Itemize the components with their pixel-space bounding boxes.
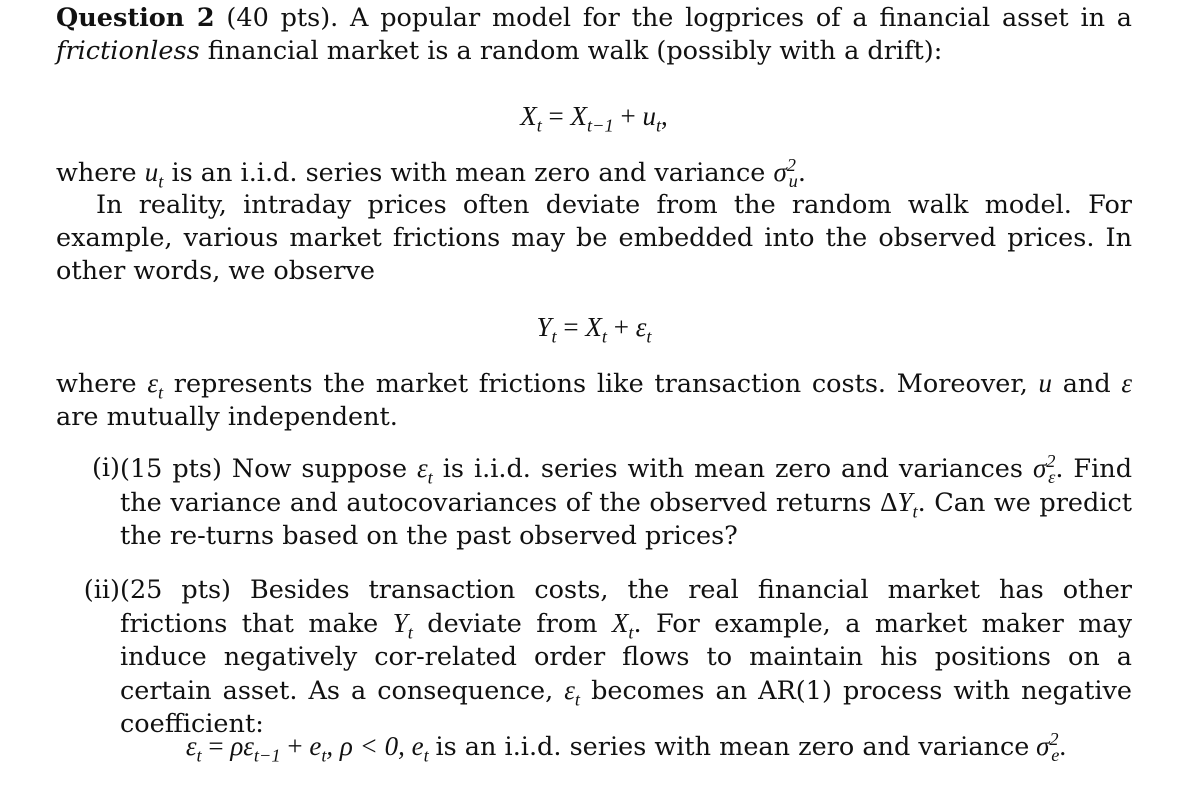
equation-observed xyxy=(56,311,1132,347)
part-i-delta: Δ xyxy=(880,487,898,517)
eq1-lhs-sub: t xyxy=(536,115,542,136)
part-ii-Y: Y xyxy=(392,608,408,638)
eq2-term2: ε xyxy=(635,312,647,342)
eq3-plus: + xyxy=(287,731,303,761)
part-ii-text4: becomes an AR(1) process with negative coefficient: xyxy=(120,676,1133,739)
question-intro-end: financial market is a random walk (possibly with a drift): xyxy=(207,36,943,66)
part-i-sigma: σ xyxy=(1032,453,1047,483)
equation-random-walk xyxy=(56,100,1132,136)
part-i-eps: ε xyxy=(417,453,428,483)
question-heading: Question 2 xyxy=(56,3,215,33)
where1-sigma-sub: u xyxy=(788,171,798,192)
eq3-lhs: ε xyxy=(185,731,197,761)
part-i-Y: Y xyxy=(897,487,913,517)
where1-var: u xyxy=(144,157,159,187)
eq3-e: e xyxy=(309,731,322,761)
eq3-end: . xyxy=(1059,731,1067,761)
where2-var: ε xyxy=(147,368,158,398)
part-i-eps-sub: t xyxy=(427,467,433,488)
where1-end: . xyxy=(797,158,806,188)
eq1-trail: , xyxy=(661,101,668,131)
eq3-rho-sub: t−1 xyxy=(253,745,281,766)
part-ii-X: X xyxy=(611,608,629,638)
eq2-equals: = xyxy=(563,312,579,342)
eq3-cond1: , ρ < 0, xyxy=(326,731,412,761)
part-i-pts: (15 pts) Now suppose xyxy=(120,454,408,484)
where2-eps: ε xyxy=(1121,368,1133,398)
eq1-equals: = xyxy=(548,101,564,131)
eq3-equals: = xyxy=(208,731,224,761)
part-i-Y-sub: t xyxy=(912,501,918,522)
question-intro-text: A popular model for the logprices of a financial asset in a xyxy=(350,3,1132,33)
eq3-sigma-sub: e xyxy=(1051,745,1060,766)
part-i-text1: is i.i.d. series with mean zero and variances xyxy=(442,454,1023,484)
equation-ar1 xyxy=(120,730,1132,764)
where1-text: is an i.i.d. series with mean zero and variance xyxy=(171,158,766,188)
where-eps-paragraph xyxy=(56,367,1132,434)
part-ii-Y-sub: t xyxy=(407,622,413,643)
part-ii-X-sub: t xyxy=(628,622,634,643)
part-ii-label: (ii) xyxy=(83,575,120,605)
where2-u: u xyxy=(1038,368,1053,398)
eq3-lhs-sub: t xyxy=(196,745,202,766)
where2-var-sub: t xyxy=(157,382,164,403)
where2-text1: represents the market frictions like transaction costs. Moreover, xyxy=(173,369,1028,399)
eq3-e2: e xyxy=(411,731,424,761)
eq2-term1-sub: t xyxy=(601,326,607,347)
eq1-term2-sub: t xyxy=(655,115,662,136)
eq1-plus: + xyxy=(620,101,636,131)
eq2-plus: + xyxy=(613,312,629,342)
eq1-lhs: X xyxy=(520,101,537,131)
question-points: (40 pts). xyxy=(226,3,339,33)
part-ii-eps-sub: t xyxy=(574,689,581,710)
part-i-label: (i) xyxy=(91,453,120,483)
part-ii-eps: ε xyxy=(564,675,575,705)
where2-and: and xyxy=(1062,369,1111,399)
where1-sigma-sup: 2 xyxy=(786,155,796,175)
part-ii-text1: (25 pts) Besides transaction costs, the real financial market has other frictions that make xyxy=(120,575,1132,639)
eq2-term2-sub: t xyxy=(646,326,652,347)
eq3-text: is an i.i.d. series with mean zero and variance xyxy=(435,732,1030,762)
eq1-term1: X xyxy=(570,101,588,131)
eq2-term1: X xyxy=(585,312,602,342)
part-i-text3: . Can we predict the re-turns based on the past observed prices? xyxy=(120,488,1133,551)
part-ii-text2: deviate from xyxy=(427,609,598,639)
part-ii-body xyxy=(120,574,1132,741)
eq3-e2-sub: t xyxy=(423,745,429,766)
part-i-sigma-sub: ε xyxy=(1048,467,1056,488)
where-u-line xyxy=(56,156,1132,190)
where1-var-sub: t xyxy=(158,171,164,192)
where2-text2: are mutually independent. xyxy=(56,402,398,432)
eq1-term1-sub: t−1 xyxy=(587,115,614,136)
question-intro-emphasis: frictionless xyxy=(56,36,200,66)
eq2-lhs-sub: t xyxy=(551,326,557,347)
part-i-sigma-sup: 2 xyxy=(1046,451,1056,471)
part-i-body xyxy=(120,452,1132,553)
paragraph-reality: In reality, intraday prices often deviate from the random walk model. For example, various market frictions may be embedded into the observed prices. In other words, we observe xyxy=(56,190,1132,286)
part-i-text2: . Find the variance and autocovariances of the observed returns xyxy=(120,454,1133,518)
where1-sigma: σ xyxy=(773,157,787,187)
eq3-e-sub: t xyxy=(321,745,327,766)
where1-pre: where xyxy=(56,158,137,188)
part-ii-text3: . For example, a market maker may induce negatively cor-related order flows to maintain his positions on a certain asset. As a consequence, xyxy=(120,609,1132,706)
eq3-sigma: σ xyxy=(1036,731,1050,761)
eq3-sigma-sup: 2 xyxy=(1049,729,1059,749)
where2-pre: where xyxy=(56,369,137,399)
eq2-lhs: Y xyxy=(536,312,552,342)
question-intro xyxy=(56,2,1132,68)
eq3-rho: ρε xyxy=(230,731,254,761)
eq1-term2: u xyxy=(642,101,656,131)
